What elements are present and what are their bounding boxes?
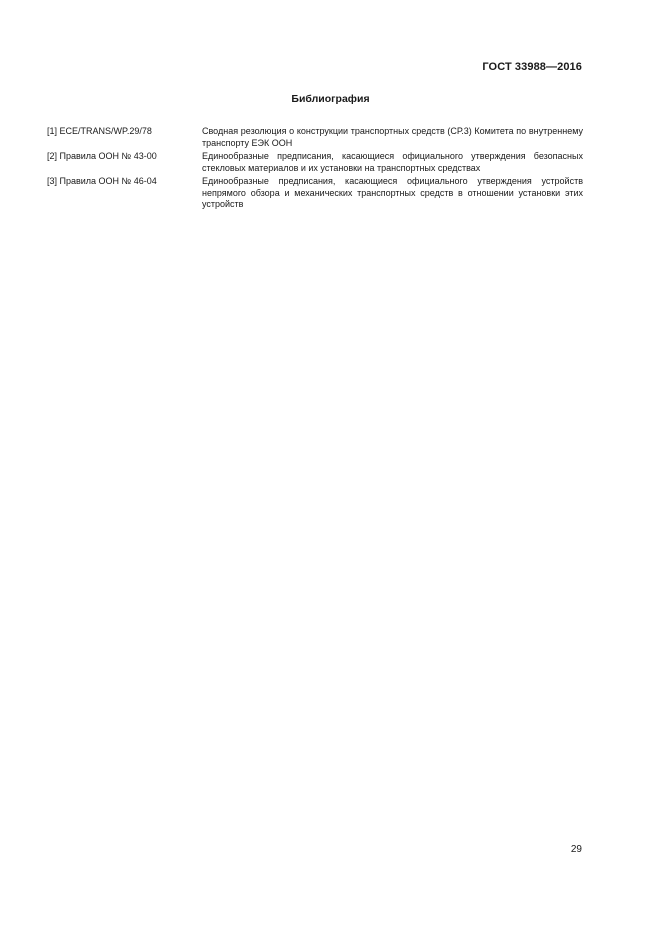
document-header-standard-id: ГОСТ 33988—2016 <box>482 61 582 73</box>
bibliography-entry-description: Единообразные предписания, касающиеся официального утверждения устройств непрямого обзора и механических транспортных средств в отношении установки этих устройств <box>202 176 583 209</box>
bibliography-entry-description: Сводная резолюция о конструкции транспортных средств (СР.3) Комитета по внутреннему транспорту ЕЭК ООН <box>202 126 583 148</box>
page-number: 29 <box>570 844 582 855</box>
bibliography-entry <box>47 126 583 149</box>
bibliography-list <box>47 126 583 213</box>
bibliography-entry <box>47 151 583 174</box>
bibliography-entry-ref: [1] ECE/TRANS/WP.29/78 <box>47 126 152 136</box>
bibliography-entry-description: Единообразные предписания, касающиеся официального утверждения безопасных стекловых материалов и их установки на транспортных средствах <box>202 151 583 173</box>
bibliography-entry <box>47 176 583 211</box>
bibliography-entry-ref: [2] Правила ООН № 43-00 <box>47 151 157 161</box>
section-title: Библиография <box>291 93 370 105</box>
bibliography-entry-ref: [3] Правила ООН № 46-04 <box>47 176 157 186</box>
